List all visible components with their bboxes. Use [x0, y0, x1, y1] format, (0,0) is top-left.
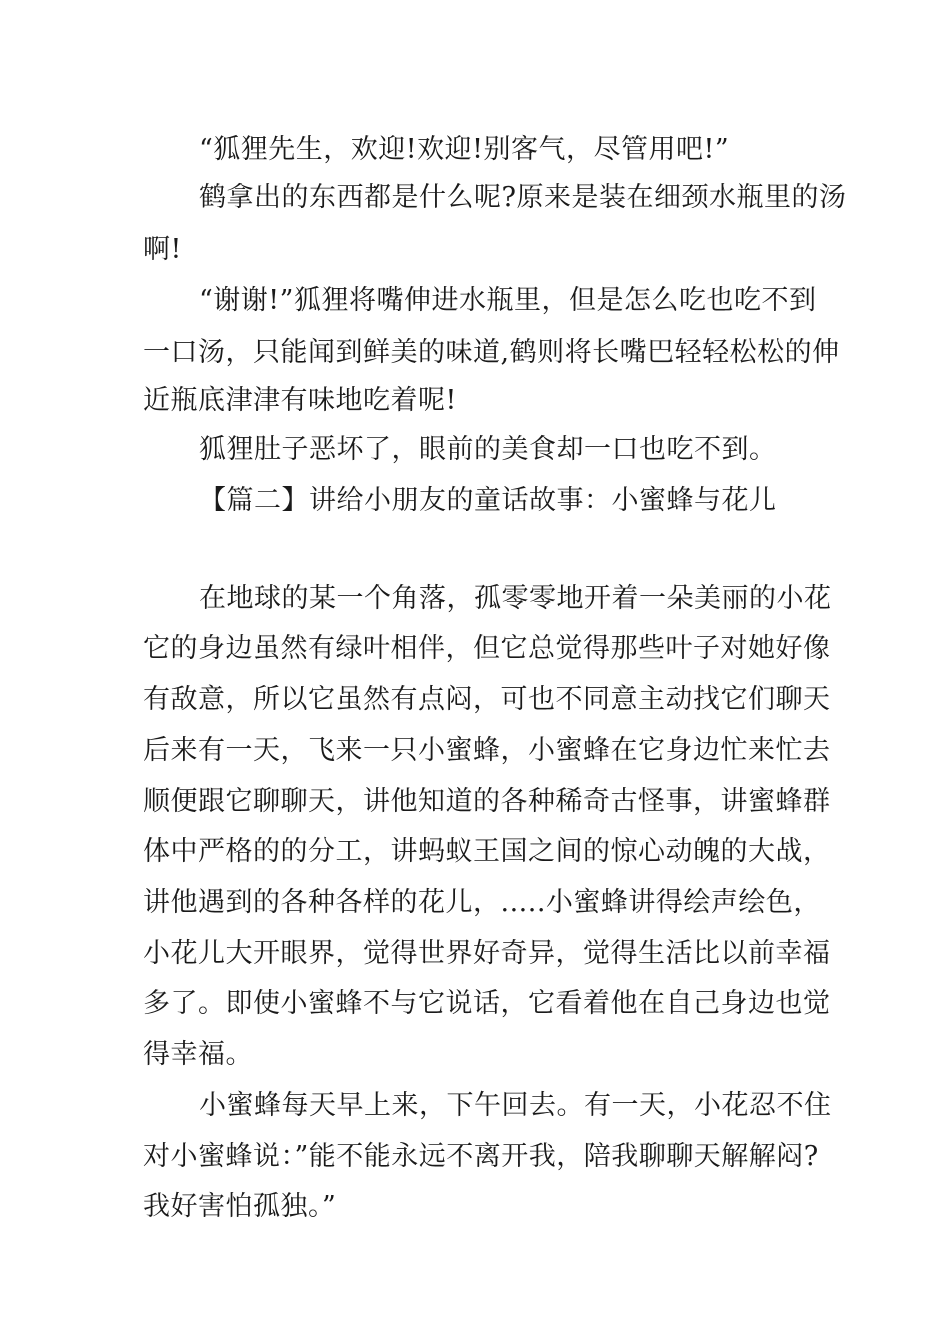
section-heading: 【篇二】讲给小朋友的童话故事：小蜜蜂与花儿 [199, 485, 777, 516]
paragraph-line: 得幸福。 [143, 1039, 253, 1070]
paragraph-line: 有敌意，所以它虽然有点闷，可也不同意主动找它们聊天 [143, 684, 831, 715]
paragraph-line: “谢谢!”狐狸将嘴伸进水瓶里，但是怎么吃也吃不到 [199, 285, 817, 316]
paragraph-line: 啊! [143, 234, 182, 265]
paragraph-line: 讲他遇到的各种各样的花儿，.....小蜜蜂讲得绘声绘色， [143, 887, 821, 918]
paragraph-line: 多了。即使小蜜蜂不与它说话，它看着他在自己身边也觉 [143, 988, 831, 1019]
paragraph-line: 对小蜜蜂说：”能不能永远不离开我，陪我聊聊天解解闷? [143, 1141, 819, 1172]
paragraph-line: 狐狸肚子恶坏了，眼前的美食却一口也吃不到。 [199, 434, 777, 465]
paragraph-line: 鹤拿出的东西都是什么呢?原来是装在细颈水瓶里的汤 [199, 182, 847, 213]
paragraph-line: 一口汤，只能闻到鲜美的味道,鹤则将长嘴巴轻轻松松的伸 [143, 337, 840, 368]
paragraph-line: 后来有一天，飞来一只小蜜蜂，小蜜蜂在它身边忙来忙去 [143, 735, 831, 766]
paragraph-line: 体中严格的的分工，讲蚂蚁王国之间的惊心动魄的大战， [143, 836, 831, 867]
paragraph-line: 我好害怕孤独。” [143, 1191, 337, 1222]
paragraph-line: 小花儿大开眼界，觉得世界好奇异，觉得生活比以前幸福 [143, 938, 831, 969]
paragraph-line: 近瓶底津津有味地吃着呢! [143, 385, 457, 416]
paragraph-line: 它的身边虽然有绿叶相伴，但它总觉得那些叶子对她好像 [143, 633, 831, 664]
paragraph-line: “狐狸先生，欢迎!欢迎!别客气，尽管用吧!” [199, 134, 730, 165]
paragraph-line: 顺便跟它聊聊天，讲他知道的各种稀奇古怪事，讲蜜蜂群 [143, 786, 831, 817]
paragraph-line: 小蜜蜂每天早上来，下午回去。有一天，小花忍不住 [199, 1090, 832, 1121]
paragraph-line: 在地球的某一个角落，孤零零地开着一朵美丽的小花 [199, 583, 832, 614]
